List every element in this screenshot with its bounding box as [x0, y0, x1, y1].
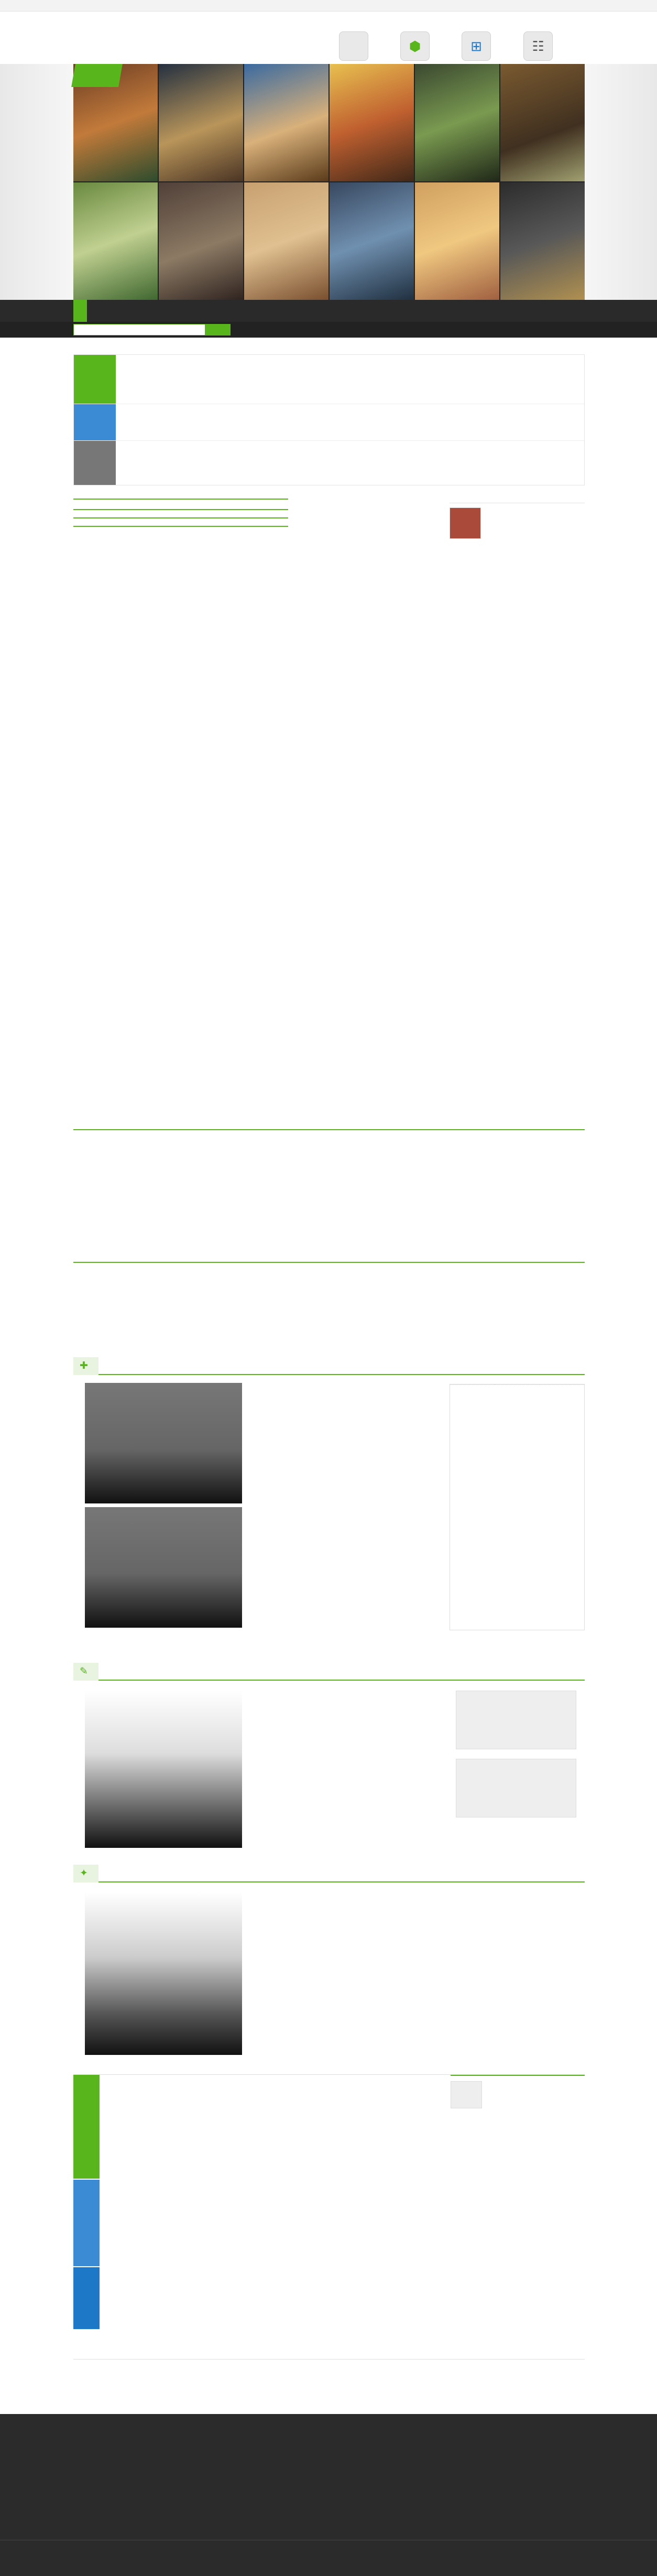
search-button[interactable] [205, 324, 230, 335]
apps-platform-ios[interactable] [73, 2180, 100, 2266]
nav-item[interactable] [128, 300, 141, 322]
hardware-title [73, 1663, 98, 1681]
category-links [116, 404, 584, 440]
category-box [73, 354, 585, 485]
header [0, 12, 657, 64]
hardware-thumb[interactable] [456, 1759, 576, 1817]
search-box [73, 324, 231, 335]
category-row-genre [74, 441, 584, 485]
site-logo[interactable] [83, 16, 214, 63]
netgames-header [73, 1117, 585, 1130]
hardware-thumb[interactable] [456, 1691, 576, 1749]
game-banner [0, 64, 657, 300]
apps-rank-top[interactable] [451, 2081, 585, 2113]
sidebar [450, 495, 585, 1093]
creative-feature[interactable] [85, 1892, 242, 2055]
game-thumbnail [451, 2081, 482, 2108]
search-input[interactable] [74, 324, 205, 335]
banner-grid [73, 64, 585, 300]
reviews-header [73, 1355, 585, 1375]
apps-rank-title [451, 2075, 585, 2076]
netgames-grid [73, 1138, 585, 1227]
banner-tile[interactable] [500, 64, 585, 181]
table-header [495, 1384, 539, 1385]
banner-tile[interactable] [159, 64, 243, 181]
nav-item[interactable] [141, 300, 155, 322]
table-header [540, 1384, 584, 1385]
hardware-feature[interactable] [85, 1691, 242, 1848]
server-table-box [450, 1384, 585, 1630]
apple-icon [339, 31, 368, 61]
wp-news-title [73, 524, 288, 527]
search-bar [0, 322, 657, 338]
videos-grid [73, 1269, 585, 1347]
main-nav [0, 300, 657, 322]
hot-games-tag [71, 64, 123, 87]
bulb-icon: ✦ [80, 1868, 88, 1879]
creative-text [253, 1892, 434, 2055]
nav-item[interactable] [87, 300, 101, 322]
footer [0, 2414, 657, 2576]
banner-tile[interactable] [415, 64, 499, 181]
apps-grid [105, 2075, 445, 2337]
nav-items [73, 300, 196, 322]
hardware-text [253, 1688, 434, 1845]
hardware-header [73, 1661, 585, 1681]
android-news-title [73, 507, 288, 510]
apps-section [73, 2074, 585, 2347]
banner-tile[interactable] [415, 182, 499, 300]
top-strip [0, 0, 657, 12]
friend-links [73, 2359, 585, 2390]
forum-icon: ☷ [523, 31, 553, 61]
hardware-side [456, 1691, 576, 1821]
creative-side [456, 1892, 576, 2055]
review-list [253, 1382, 434, 1628]
middle-images [301, 501, 436, 1093]
nav-item[interactable] [169, 300, 182, 322]
apps-platform-android[interactable] [73, 2075, 100, 2179]
table-header [450, 1384, 495, 1385]
apps-platform-wp[interactable] [73, 2267, 100, 2329]
nav-item[interactable] [155, 300, 169, 322]
review-feature-1[interactable] [85, 1383, 242, 1503]
android-icon: ⬢ [400, 31, 430, 61]
banner-tile[interactable] [330, 182, 414, 300]
rank-top-item[interactable] [450, 507, 585, 543]
windows-icon: ⊞ [462, 31, 491, 61]
category-head[interactable] [74, 355, 116, 404]
wrench-icon: ✎ [80, 1666, 88, 1677]
banner-tile[interactable] [500, 182, 585, 300]
controller-icon: ✚ [80, 1360, 88, 1371]
banner-tile[interactable] [244, 64, 328, 181]
banner-tile[interactable] [159, 182, 243, 300]
nav-item[interactable] [101, 300, 114, 322]
category-row-android [74, 355, 584, 404]
category-links [116, 441, 584, 485]
creative-header [73, 1863, 585, 1882]
category-links [116, 355, 584, 404]
apple-news-title [73, 515, 288, 518]
copyright [0, 2540, 657, 2546]
rank-title [450, 500, 585, 503]
banner-tile[interactable] [244, 182, 328, 300]
banner-tile[interactable] [330, 64, 414, 181]
news-title [73, 495, 288, 500]
news-column [73, 495, 288, 1093]
nav-item[interactable] [182, 300, 196, 322]
server-table [450, 1384, 584, 1385]
category-head[interactable] [74, 404, 116, 440]
creative-title [73, 1865, 98, 1882]
banner-tile[interactable] [73, 182, 158, 300]
category-head[interactable] [74, 441, 116, 485]
category-row-ios [74, 404, 584, 441]
nav-item[interactable] [114, 300, 128, 322]
reviews-title [73, 1357, 98, 1375]
review-feature-2[interactable] [85, 1507, 242, 1628]
nav-item-home[interactable] [73, 300, 87, 322]
hot-search [238, 326, 264, 332]
videos-header [73, 1249, 585, 1263]
game-thumbnail [450, 507, 481, 539]
apps-rank [451, 2075, 585, 2337]
